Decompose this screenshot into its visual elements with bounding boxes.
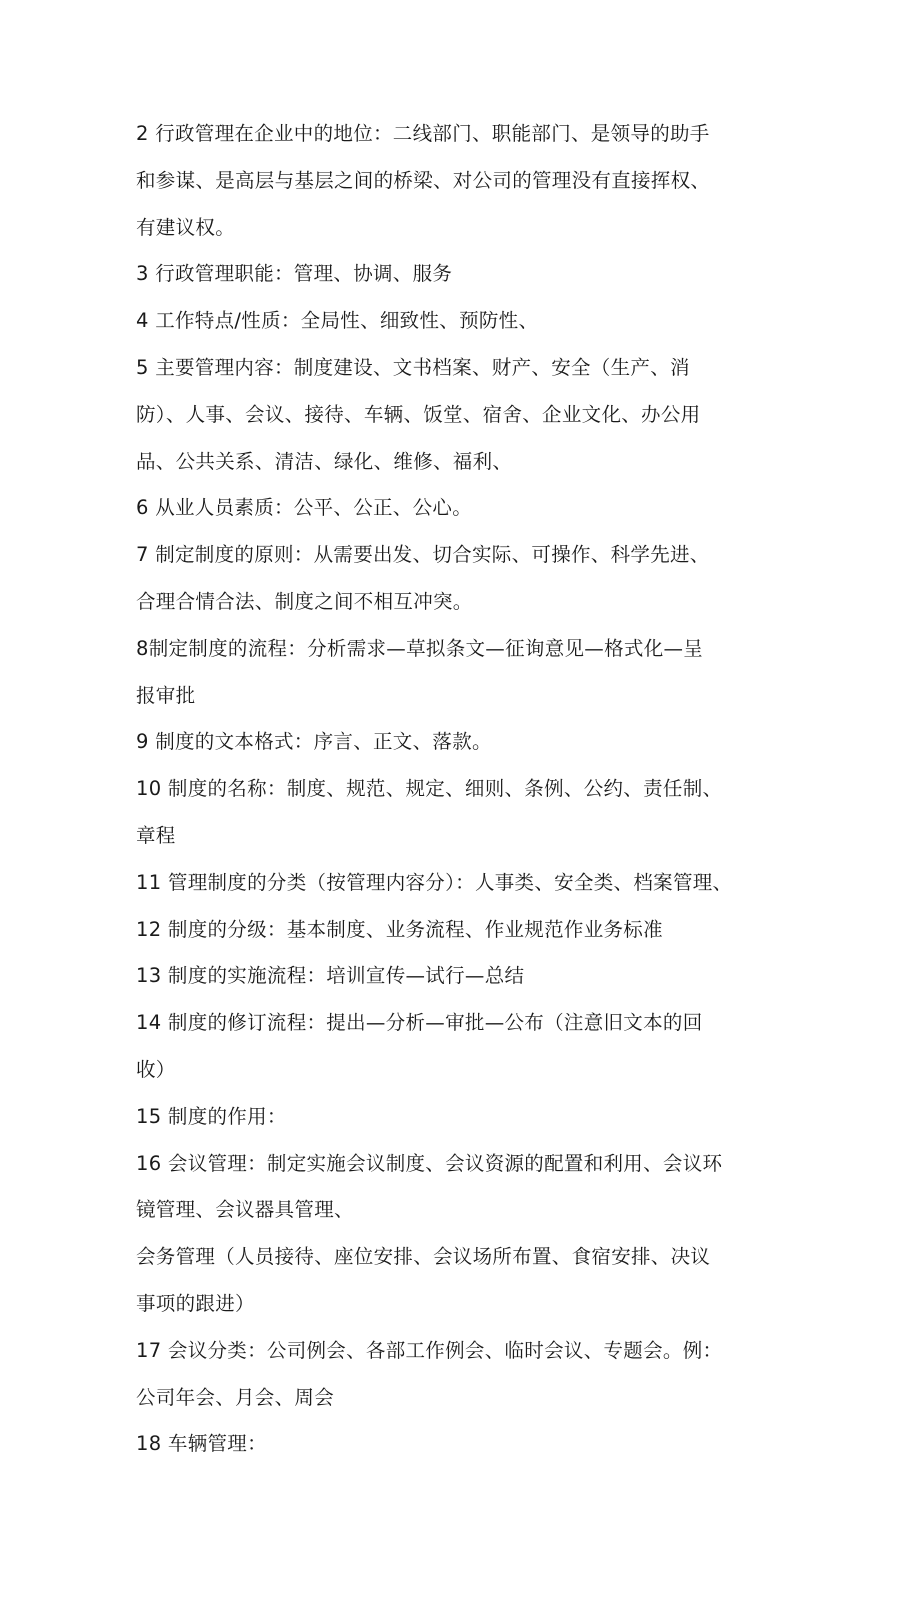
text-line: 有建议权。 <box>136 215 236 239</box>
text-line: 18 车辆管理： <box>136 1432 267 1456</box>
text-line: 防）、人事、会议、接待、车辆、饭堂、宿舍、企业文化、办公用 <box>136 402 701 426</box>
text-line: 公司年会、月会、周会 <box>136 1385 335 1409</box>
text-line: 合理合情合法、制度之间不相互冲突。 <box>136 589 473 613</box>
text-line: 3 行政管理职能：管理、协调、服务 <box>136 262 453 286</box>
text-line: 12 制度的分级：基本制度、业务流程、作业规范作业务标准 <box>136 917 663 941</box>
text-line: 会务管理（人员接待、座位安排、会议场所布置、食宿安排、决议 <box>136 1245 711 1269</box>
text-line: 和参谋、是高层与基层之间的桥梁、对公司的管理没有直接挥权、 <box>136 168 711 192</box>
text-line: 17 会议分类：公司例会、各部工作例会、临时会议、专题会。例： <box>136 1338 723 1362</box>
text-line: 6 从业人员素质：公平、公正、公心。 <box>136 496 473 520</box>
text-line: 14 制度的修订流程：提出—分析—审批—公布（注意旧文本的回 <box>136 1011 703 1035</box>
text-line: 10 制度的名称：制度、规范、规定、细则、条例、公约、责任制、 <box>136 777 723 801</box>
text-line: 4 工作特点/性质：全局性、细致性、预防性、 <box>136 309 539 333</box>
text-line: 15 制度的作用： <box>136 1104 287 1128</box>
text-line: 16 会议管理：制定实施会议制度、会议资源的配置和利用、会议环 <box>136 1151 723 1175</box>
text-line: 9 制度的文本格式：序言、正文、落款。 <box>136 730 492 754</box>
text-line: 报审批 <box>136 683 196 707</box>
text-line: 11 管理制度的分类（按管理内容分）：人事类、安全类、档案管理、 <box>136 870 733 894</box>
text-line: 事项的跟进） <box>136 1291 255 1315</box>
text-line: 章程 <box>136 823 176 847</box>
text-line: 收） <box>136 1057 176 1081</box>
text-line: 品、公共关系、清洁、绿化、维修、福利、 <box>136 449 513 473</box>
text-line: 5 主要管理内容：制度建设、文书档案、财产、安全（生产、消 <box>136 355 690 379</box>
text-line: 13 制度的实施流程：培训宣传—试行—总结 <box>136 964 525 988</box>
text-line: 8制定制度的流程：分析需求—草拟条文—征询意见—格式化—呈 <box>136 636 704 660</box>
text-line: 2 行政管理在企业中的地位：二线部门、职能部门、是领导的助手 <box>136 122 710 145</box>
text-line: 镜管理、会议器具管理、 <box>136 1198 354 1222</box>
text-line: 7 制定制度的原则：从需要出发、切合实际、可操作、科学先进、 <box>136 543 710 567</box>
document-body <box>136 111 796 1468</box>
